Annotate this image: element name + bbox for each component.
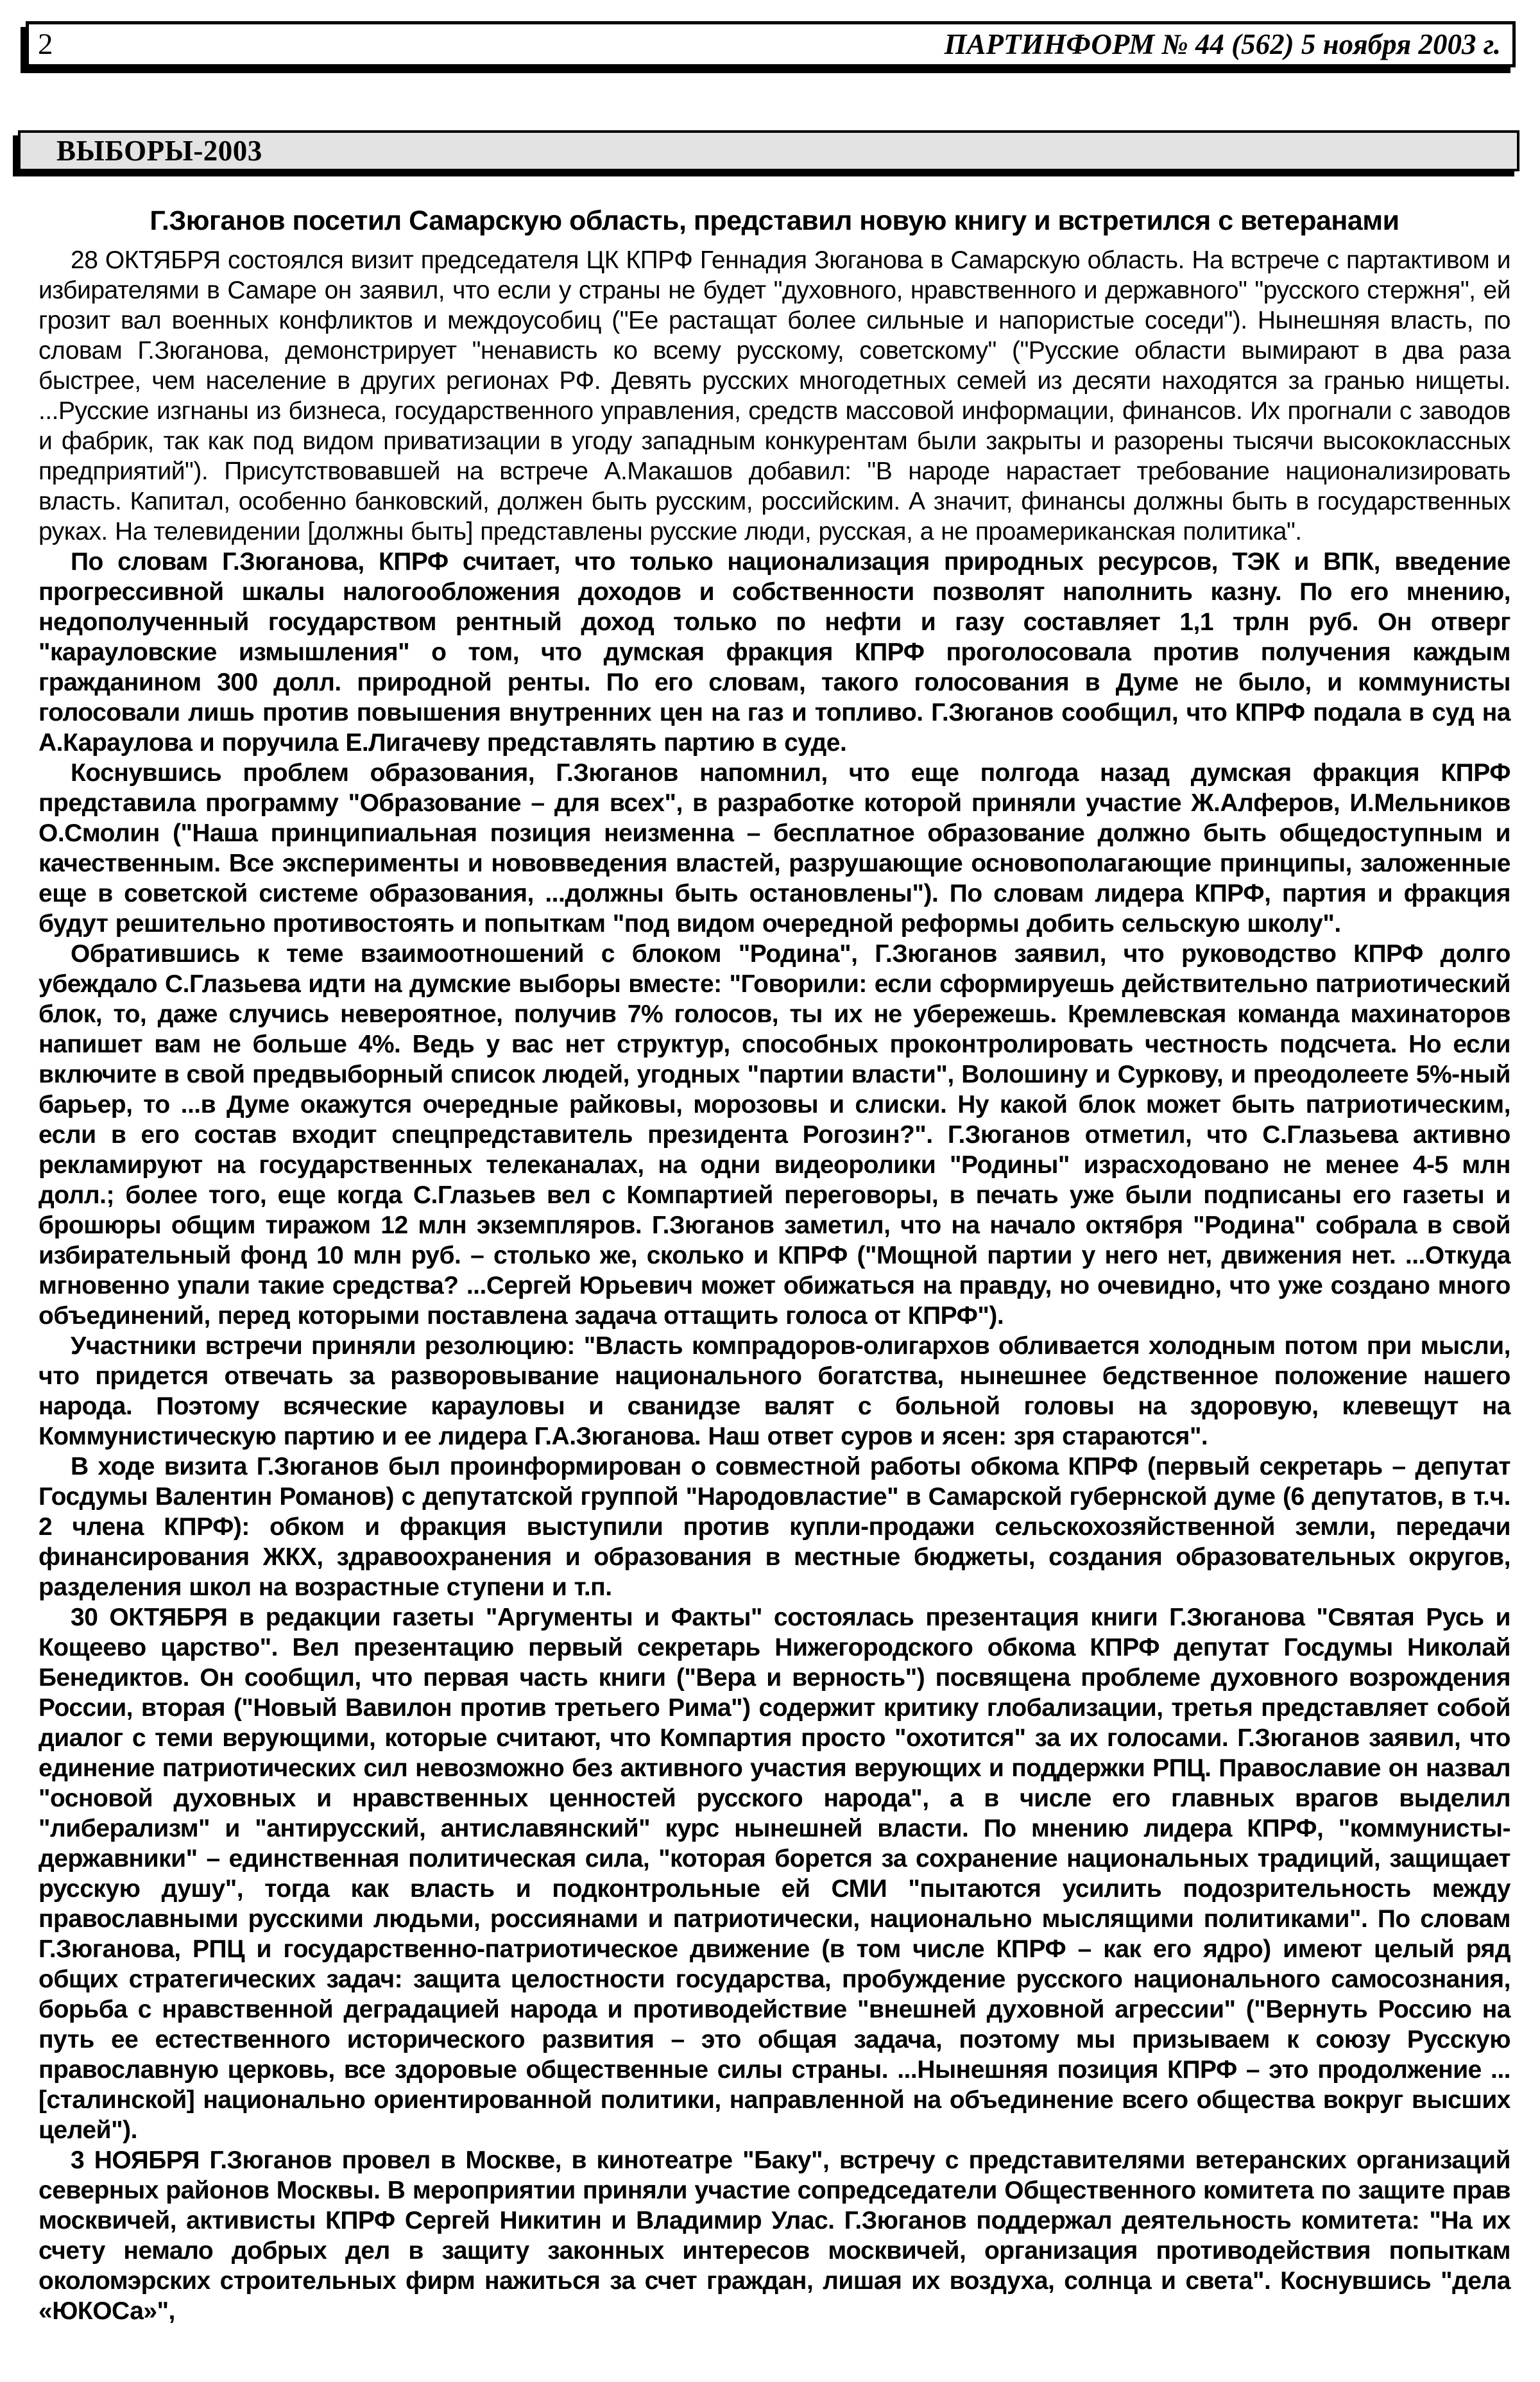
paragraph: 30 ОКТЯБРЯ в редакции газеты "Аргументы и Факты" состоялась презентация книги Г.Зюганова "Святая Русь и Кощеево царство". Вел презентацию первый секретарь Нижегородского обкома КПРФ депутат Госдумы Николай Бенедиктов. Он сообщил, что первая часть книги ("Вера и верность") посвящена проблеме духовного возрождения России, вторая ("Новый Вавилон против третьего Рима") содержит критику глобализации, третья представляет собой диалог с теми верующими, которые считают, что Компартия просто "охотится" за их голосами. Г.Зюганов заявил, что единение патриотических сил невозможно без активного участия верующих и поддержки РПЦ. Православие он назвал "основой духовных и нравственных ценностей русского народа", а в числе его главных врагов выделил "либерализм" и "антирусский, антиславянский" курс нынешней власти. По мнению лидера КПРФ, "коммунисты-державники" – единственная политическая сила, "которая борется за сохранение национальных традиций, защищает русскую душу", тогда как власть и подконтрольные ей СМИ "пытаются усилить подозрительность между православными русскими людьми, россиянами и патриотически, национально мыслящими политиками". По словам Г.Зюганова, РПЦ и государственно-патриотическое движение (в том числе КПРФ – как его ядро) имеют целый ряд общих стратегических задач: защита целостности государства, пробуждение русского национального самосознания, борьба с нравственной деградацией народа и противодействие "внешней духовной агрессии" ("Вернуть Россию на путь ее естественного исторического развития – это общая задача, поэтому мы призываем к союзу Русскую православную церковь, все здоровые общественные силы страны. ...Нынешняя позиция КПРФ – это продолжение ...[сталинской] национально ориентированной политики, направленной на объединение всего общества вокруг высших целей"). (38, 1604, 1510, 2144)
section-title: ВЫБОРЫ-2003 (56, 135, 262, 167)
paragraph: 3 НОЯБРЯ Г.Зюганов провел в Москве, в кинотеатре "Баку", встречу с представителями ветеранских организаций северных районов Москвы. В мероприятии приняли участие сопредседатели Общественного комитета по защите прав москвичей, активисты КПРФ Сергей Никитин и Владимир Улас. Г.Зюганов поддержал деятельность комитета: "На их счету немало добрых дел в защиту законных интересов москвичей, организация противодействия попыткам околомэрских строительных фирм нажиться за счет граждан, лишая их воздуха, солнца и света". Коснувшись "дела «ЮКОСа»", (38, 2146, 1510, 2325)
paragraph: Коснувшись проблем образования, Г.Зюганов напомнил, что еще полгода назад думская фракция КПРФ представила программу "Образование – для всех", в разработке которой приняли участие Ж.Алферов, И.Мельников О.Смолин ("Наша принципиальная позиция неизменна – бесплатное образование должно быть общедоступным и качественным. Все эксперименты и нововведения властей, разрушающие основополагающие принципы, заложенные еще в советской системе образования, ...должны быть остановлены"). По словам лидера КПРФ, партия и фракция будут решительно противостоять и попыткам "под видом очередной реформы добить сельскую школу". (38, 759, 1510, 938)
journal-masthead: ПАРТИНФОРМ № 44 (562) 5 ноября 2003 г. (944, 28, 1501, 60)
page-header (26, 21, 1516, 67)
article-body (38, 245, 1510, 2326)
article (38, 204, 1510, 2326)
article-title: Г.Зюганов посетил Самарскую область, представил новую книгу и встретился с ветеранами (150, 205, 1399, 236)
paragraph: Обратившись к теме взаимоотношений с блоком "Родина", Г.Зюганов заявил, что руководство КПРФ долго убеждало С.Глазьева идти на думские выборы вместе: "Говорили: если сформируешь действительно патриотический блок, то, даже случись невероятное, получив 7% голосов, ты их не убережешь. Кремлевская команда махинаторов напишет вам не больше 4%. Ведь у вас нет структур, способных проконтролировать честность подсчета. Но если включите в свой предвыборный список людей, угодных "партии власти", Волошину и Суркову, и преодолеете 5%-ный барьер, то ...в Думе окажутся очередные райковы, морозовы и слиски. Ну какой блок может быть патриотическим, если в его состав входит спецпредставитель президента Рогозин?". Г.Зюганов отметил, что С.Глазьева активно рекламируют на государственных телеканалах, на одни видеоролики "Родины" израсходовано не менее 4-5 млн долл.; более того, еще когда С.Глазьев вел с Компартией переговоры, в печать уже были подписаны его газеты и брошюры общим тиражом 12 млн экземпляров. Г.Зюганов заметил, что на начало октября "Родина" собрала в свой избирательный фонд 10 млн руб. – столько же, сколько и КПРФ ("Мощной партии у него нет, движения нет. ...Откуда мгновенно упали такие средства? ...Сергей Юрьевич может обижаться на правду, но очевидно, что уже создано много объединений, перед которыми поставлена задача оттащить голоса от КПРФ"). (38, 940, 1510, 1330)
section-header (18, 130, 1519, 171)
paragraph: 28 ОКТЯБРЯ состоялся визит председателя ЦК КПРФ Геннадия Зюганова в Самарскую область. На встрече с партактивом и избирателями в Самаре он заявил, что если у страны не будет "духовного, нравственного и державного" "русского стержня", ей грозит вал военных конфликтов и междоусобиц ("Ее растащат более сильные и напористые соседи"). Нынешняя власть, по словам Г.Зюганова, демонстрирует "ненависть ко всему русскому, советскому" ("Русские области вымирают в два раза быстрее, чем население в других регионах РФ. Девять русских многодетных семей из десяти находятся за гранью нищеты. ...Русские изгнаны из бизнеса, государственного управления, средств массовой информации, финансов. Их прогнали с заводов и фабрик, так как под видом приватизации в угоду западным конкурентам были закрыты и разорены тысячи высококлассных предприятий"). Присутствовавшей на встрече А.Макашов добавил: "В народе нарастает требование национализировать власть. Капитал, особенно банковский, должен быть русским, российским. А значит, финансы должны быть в государственных руках. На телевидении [должны быть] представлены русские люди, русская, а не проамериканская политика". (38, 246, 1510, 545)
page-number: 2 (38, 27, 53, 61)
paragraph: В ходе визита Г.Зюганов был проинформирован о совместной работы обкома КПРФ (первый секретарь – депутат Госдумы Валентин Романов) с депутатской группой "Народовластие" в Самарской губернской думе (6 депутатов, в т.ч. 2 члена КПРФ): обком и фракция выступили против купли-продажи сельскохозяйственной земли, передачи финансирования ЖКХ, здравоохранения и образования в местные бюджеты, создания образовательных округов, разделения школ на возрастные ступени и т.п. (38, 1453, 1510, 1601)
paragraph: Участники встречи приняли резолюцию: "Власть компрадоров-олигархов обливается холодным потом при мысли, что придется отвечать за разворовывание национального богатства, нынешнее бедственное положение нашего народа. Поэтому всяческие карауловы и сванидзе валят с больной головы на здоровую, клевещут на Коммунистическую партию и ее лидера Г.А.Зюганова. Наш ответ суров и ясен: зря стараются". (38, 1332, 1510, 1450)
paragraph: По словам Г.Зюганова, КПРФ считает, что только национализация природных ресурсов, ТЭК и ВПК, введение прогрессивной шкалы налогообложения доходов и собственности позволят наполнить казну. По его мнению, недополученный государством рентный доход только по нефти и газу составляет 1,1 трлн руб. Он отверг "карауловские измышления" о том, что думская фракция КПРФ проголосовала против получения каждым гражданином 300 долл. природной ренты. По его словам, такого голосования в Думе не было, и коммунисты голосовали лишь против повышения внутренних цен на газ и топливо. Г.Зюганов сообщил, что КПРФ подала в суд на А.Караулова и поручила Е.Лигачеву представлять партию в суде. (38, 548, 1510, 757)
